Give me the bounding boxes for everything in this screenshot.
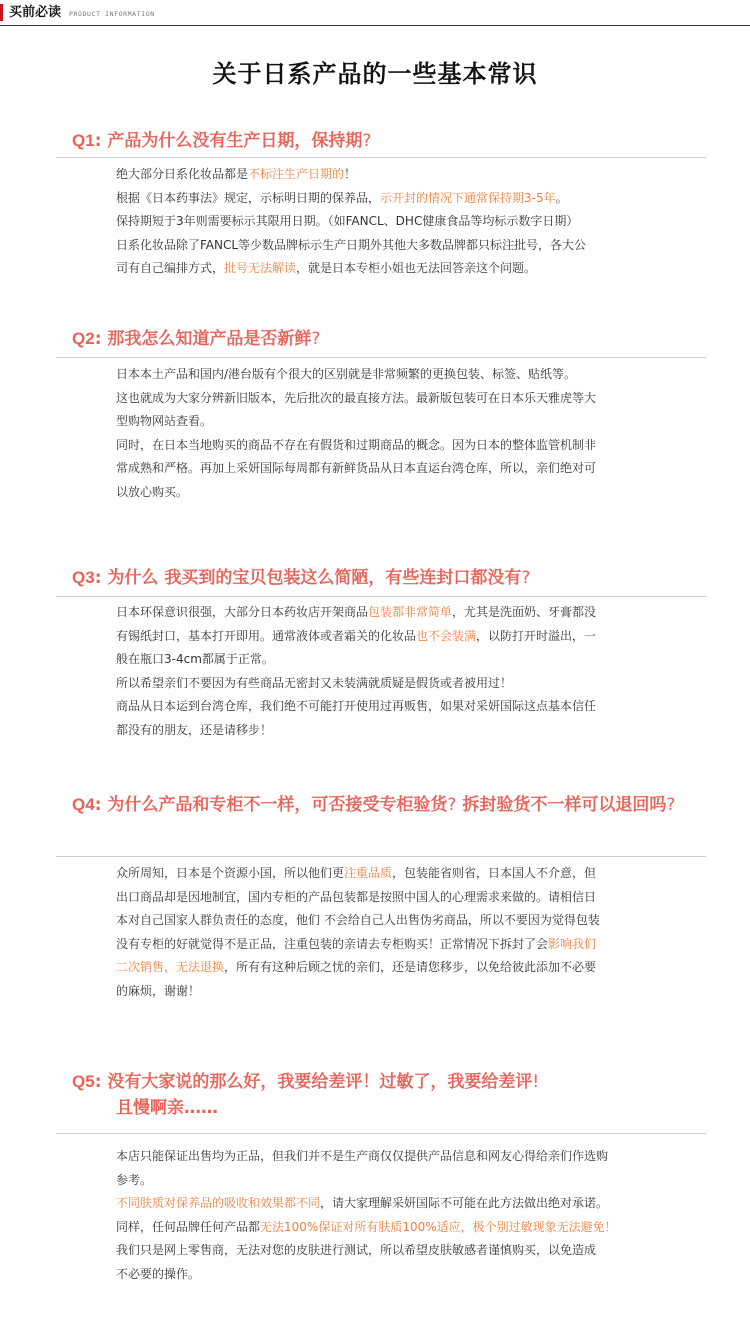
question-divider [56,596,706,597]
answer-text: ，包装能省则省，日本国人不介意，但 [392,866,597,880]
answer-line [116,387,686,411]
question-colon: : [94,329,102,349]
question-text: 产品为什么没有生产日期，保持期 [107,131,363,151]
question-2 [72,326,712,352]
answer-text: 我们只是网上零售商，无法对您的皮肤进行测试，所以希望皮肤敏感者谨慎购买，以免造成 [116,1243,597,1257]
answer-line [116,434,686,458]
answer-text: 众所周知，日本是个资源小国，所以他们更 [116,866,345,880]
question-text: 为什么 我买到的宝贝包装这么简陋，有些连封口都没有 [107,568,522,588]
answer-text: 。 [555,190,568,205]
question-colon: : [94,795,102,815]
answer-line [116,648,686,672]
answer-line [116,886,686,910]
answer-line [116,672,686,696]
highlighted-text: 包装都非常简单 [368,605,453,619]
answer-text: ，所有有这种后顾之忧的亲们，还是请您移步，以免给彼此添加不必要 [224,960,597,974]
answer-line [116,257,686,281]
highlighted-text: 影响我们 [548,936,597,951]
answer-line [116,909,686,933]
top-bar [0,0,750,27]
answer-1 [116,163,686,281]
answer-line [116,625,686,649]
question-number: Q4 [72,795,95,814]
answer-text: ，就是日本专柜小姐也无法回答亲这个问题。 [296,261,537,275]
question-number: Q2 [72,329,95,348]
answer-line [116,410,686,434]
answer-line [116,695,686,719]
answer-line [116,933,686,957]
question-number: Q5 [72,1072,95,1091]
question-colon: : [94,568,102,588]
page-title: 关于日系产品的一些基本常识 [212,60,538,88]
highlighted-text: 示开封的情况下通常保持期3-5年 [380,190,556,205]
question-text: 为什么产品和专柜不一样，可否接受专柜验货 [107,795,448,815]
answer-2 [116,363,686,504]
question-text-continued: 拆封验货不一样可以退回吗 [456,795,667,815]
answer-text: 这也就成为大家分辨新旧版本，先后批次的最直接方法。最新版包装可在日本乐天雅虎等大 [116,390,597,405]
question-mark: ! [532,1072,540,1092]
question-divider [56,856,706,857]
highlighted-text: 不标注生产日期的 [248,167,345,181]
answer-text: ，以防打开时溢出，一 [476,628,597,643]
answer-text: 以放心购买。 [116,484,189,499]
question-4 [72,792,697,818]
question-mark: ? [521,568,531,588]
question-1 [72,128,712,154]
answer-3 [116,601,686,742]
answer-text: 都没有的朋友，还是请移步！ [116,722,273,737]
question-number: Q1 [72,131,95,150]
answer-text: 同时，在日本当地购买的商品不存在有假货和过期商品的概念。因为日本的整体监管机制非 [116,437,597,452]
answer-text: ，请大家理解采妍国际不可能在此方法做出绝对承诺。 [320,1196,609,1210]
answer-text: 同样，任何品牌任何产品都 [116,1219,261,1234]
answer-text: 日系化妆品除了FANCL等少数品牌标示生产日期外其他大多数品牌都只标注批号，各大公 [116,237,587,252]
answer-text: 没有专柜的好就觉得不是正品，注重包装的亲请去专柜购买！正常情况下拆封了会 [116,936,549,951]
answer-line [116,956,686,980]
question-text-continued: 且慢啊亲…… [116,1098,218,1118]
question-mark: ? [362,131,372,151]
highlighted-text: 无法100%保证对所有肤质100%适应，极个别过敏现象无法避免！ [260,1219,617,1234]
answer-line [116,601,686,625]
answer-line [116,980,686,1004]
highlighted-text: 也不会装满 [416,628,477,643]
question-colon: : [94,131,102,151]
answer-4 [116,862,686,1003]
question-3 [72,565,712,591]
answer-line [116,457,686,481]
answer-text: 本店只能保证出售均为正品，但我们并不是生产商仅仅提供产品信息和网友心得给亲们作选购 [116,1149,609,1163]
answer-line [116,1239,686,1263]
question-number: Q3 [72,568,95,587]
question-text: 那我怎么知道产品是否新鲜 [107,329,312,349]
header-accent-mark [0,4,3,21]
answer-line [116,719,686,743]
header-divider [0,25,750,26]
answer-line [116,210,686,234]
answer-text: 参考。 [116,1172,153,1187]
answer-text: 本对自己国家人群负责任的态度，他们 不会给自己人出售伪劣商品，所以不要因为觉得包装 [116,913,600,927]
answer-text: 司有自己编排方式， [116,261,225,275]
answer-text: 根据《日本药事法》规定，示标明日期的保养品， [116,190,381,205]
highlighted-text: 二次销售，无法退换 [116,960,225,974]
answer-line [116,187,686,211]
answer-text: ，尤其是洗面奶、牙膏都没 [452,605,597,619]
answer-5 [116,1145,686,1286]
answer-text: 般在瓶口3-4cm都属于正常。 [116,652,274,666]
answer-text: 出口商品却是因地制宜，国内专柜的产品包装都是按照中国人的心理需求来做的。请相信日 [116,889,597,904]
answer-text: 的麻烦，谢谢！ [116,983,201,998]
answer-line [116,363,686,387]
answer-text: 不必要的操作。 [116,1266,201,1281]
question-divider [56,1133,706,1134]
highlighted-text: 注重品质 [344,866,393,880]
question-colon: : [94,1072,102,1092]
answer-line [116,862,686,886]
answer-text: 型购物网站查看。 [116,414,213,428]
question-text: 没有大家说的那么好，我要给差评！过敏了，我要给差评 [107,1072,533,1092]
question-divider [56,357,706,358]
header-title: 买前必读 [9,5,62,20]
answer-line [116,163,686,187]
question-mark: ? [311,329,321,349]
answer-text: 日本本土产品和国内/港台版有个很大的区别就是非常频繁的更换包装、标签、贴纸等。 [116,367,577,381]
answer-text: 保持期短于3年则需要标示其限用日期。（如FANCL、DHC健康食品等均标示数字日期） [116,214,579,228]
answer-text: 商品从日本运到台湾仓库，我们绝不可能打开使用过再贩售，如果对采妍国际这点基本信任 [116,699,597,713]
answer-text: 常成熟和严格。再加上采妍国际每周都有新鲜货品从日本直运台湾仓库，所以，亲们绝对可 [116,461,597,475]
question-divider [56,157,706,158]
header-subtitle: PRODUCT INFORMATION [69,10,155,18]
answer-line [116,1216,686,1240]
answer-text: 所以希望亲们不要因为有些商品无密封又未装满就质疑是假货或者被用过！ [116,675,513,690]
answer-text: 有锡纸封口，基本打开即用。通常液体或者霜关的化妆品 [116,628,417,643]
answer-line [116,234,686,258]
question-mark-2: ? [666,795,676,815]
answer-line [116,481,686,505]
answer-line [116,1192,686,1216]
question-mark: ? [447,795,457,815]
highlighted-text: 批号无法解读 [224,261,297,275]
answer-line [116,1263,686,1287]
highlighted-text: 不同肤质对保养品的吸收和效果都不同 [116,1196,321,1210]
question-5 [72,1069,672,1121]
answer-line [116,1169,686,1193]
answer-text: 绝大部分日系化妆品都是 [116,167,249,181]
answer-line [116,1145,686,1169]
answer-text: 日本环保意识很强，大部分日本药妆店开架商品 [116,605,369,619]
answer-text: ！ [344,167,357,181]
